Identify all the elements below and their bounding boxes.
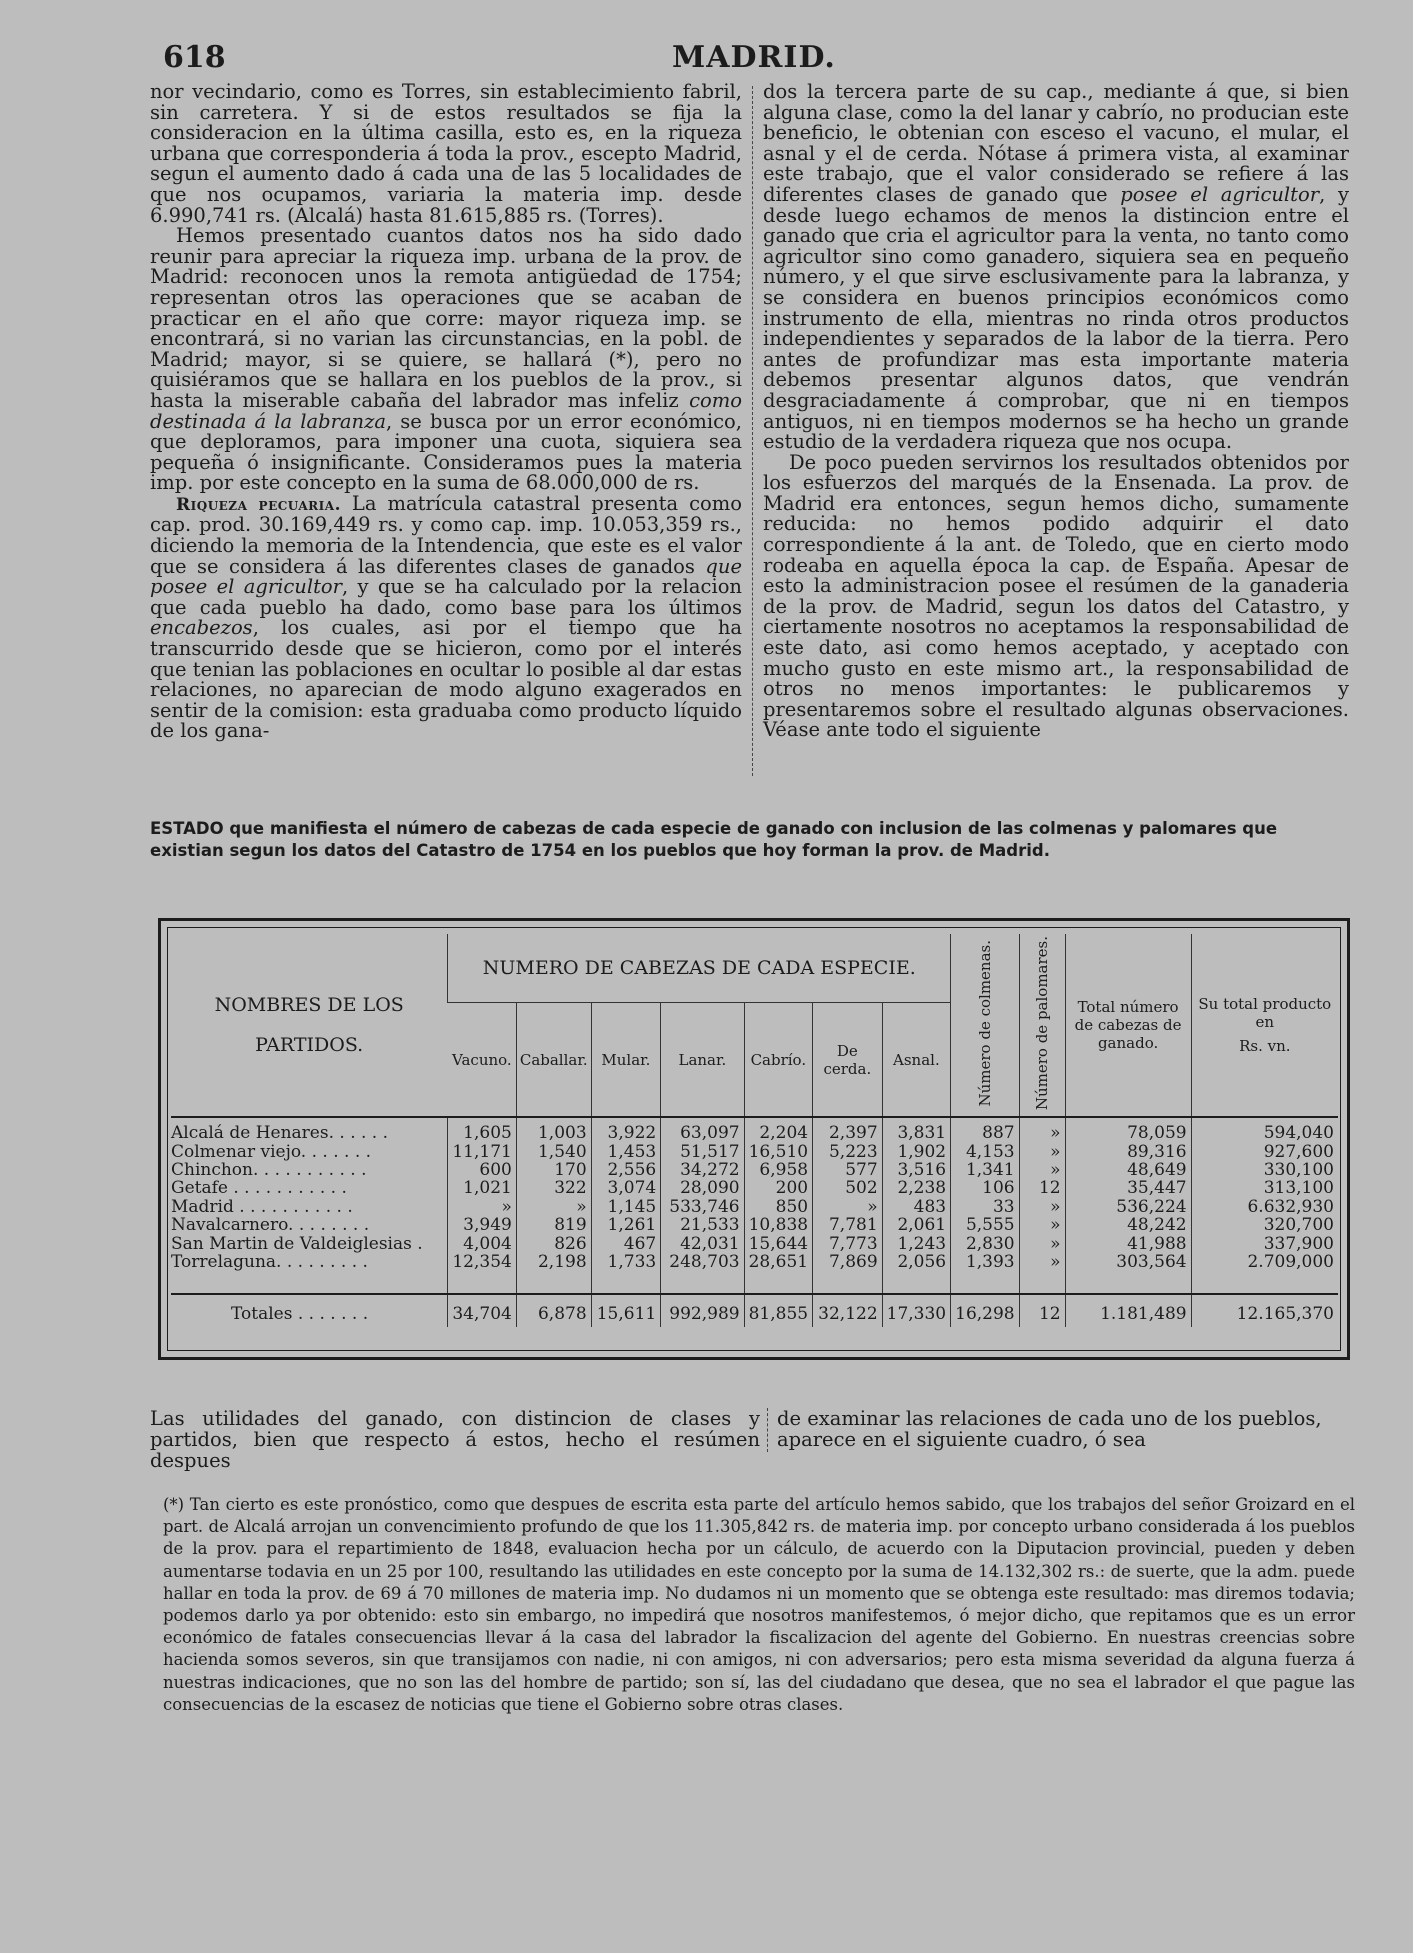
cell-name: Colmenar viejo. . . . . . . [171,1141,372,1162]
table-title: ESTADO que manifiesta el número de cabezas de cada especie de ganado con inclusion de las colmenas y palomares que existian segun los datos del Catastro de 1754 en los pueblos que hoy forman la prov. de Madrid. [150,819,1278,860]
cell-cabrio: 10,838 [744,1216,812,1234]
cell-producto: 927,600 [1191,1143,1338,1161]
cell-asnal: 2,056 [882,1253,950,1271]
cell-name: Navalcarnero. . . . . . . . [171,1215,370,1236]
header-numero-cabezas: NUMERO DE CABEZAS DE CADA ESPECIE. [448,934,951,1003]
footnote: (*) Tan cierto es este pronóstico, como que despues de escrita esta parte del artículo hemos sabido, que los trabajos del señor Groizard en el part. de Alcalá arrojan un convencimiento profundo de que los 11.305,842 rs. de materia imp. por concepto urbano considerada á los pueblos de la prov. para el repartimiento de 1848, evaluacion hecha por un cálculo, de acuerdo con la Diputacion provincial, pueden y deben aumentarse todavia en un 25 por 100, resultando las utilidades en este concepto por la suma de 14.132,302 rs.: de suerte, que la adm. puede hallar en toda la prov. de 69 á 70 millones de materia imp. No dudamos ni un momento que se obtenga este resultado: mas diremos todavia; podemos darlo ya por obtenido: esto sin embargo, no impedirá que nosotros manifestemos, ó mejor dicho, que repitamos que es un error económico de fatales consecuencias llevar á la casa del labrador la fiscalizacion del agente del Gobierno. En nuestras creencias sobre hacienda somos severos, sin que transijamos con nadie, ni con amigos, ni con adversarios; pero esta misma severidad da alguna fuerza á nuestras indicaciones, que no son las del hombre de partido; son sí, las del ciudadano que desea, que no sea el labrador el que pague las consecuencias de la escasez de noticias que tiene el Gobierno sobre otras clases. [163,1495,1355,1714]
cell-producto: 337,900 [1191,1235,1338,1253]
cell-total: 48,649 [1065,1161,1191,1179]
cell-colmenas: 2,830 [951,1235,1019,1253]
cell-palomares: » [1019,1235,1065,1253]
cell-name: Alcalá de Henares. . . . . . [171,1117,448,1142]
cell-cerda: 7,773 [813,1235,883,1253]
cell-lanar: 51,517 [661,1143,744,1161]
cell-colmenas: 5,555 [951,1216,1019,1234]
cell-caballar: 826 [516,1235,591,1253]
table-row [171,1161,1338,1179]
cell-palomares: » [1019,1161,1065,1179]
cell-caballar: 1,003 [516,1117,591,1142]
cell-asnal: 2,238 [882,1179,950,1197]
cell-cerda: 577 [813,1161,883,1179]
cell-producto: 313,100 [1191,1179,1338,1197]
cell-cerda: » [813,1198,883,1216]
cell-cabrio: 28,651 [744,1253,812,1271]
cell-colmenas: 1,341 [951,1161,1019,1179]
table-row [171,1117,1338,1142]
cell-cabrio: 200 [744,1179,812,1197]
table-row [171,1235,1338,1253]
left-paragraph-3: Riqueza pecuaria. La matrícula catastral presenta como cap. prod. 30.169,449 rs. y como cap. imp. 10.053,359 rs., diciendo la memoria de la Intendencia, que este es el valor que se considera á las diferentes clases de ganados que posee el agricultor, y que se ha calculado por la relacion que cada pueblo ha dado, como base para los últimos encabezos, los cuales, asi por el tiempo que ha transcurrido desde que se hicieron, como por el interés que tenian las poblaciones en ocultar lo posible al dar estas relaciones, no aparecian de modo alguno exagerados en sentir de la comision: esta graduaba como producto líquido de los gana- [150,491,742,743]
cell-asnal: 483 [882,1198,950,1216]
cell-name: Madrid . . . . . . . . . . . [171,1196,353,1217]
section-heading: Riqueza pecuaria. [176,494,341,515]
cell-cabrio: 6,958 [744,1161,812,1179]
cell-colmenas: 887 [951,1117,1019,1142]
cell-total: 536,224 [1065,1198,1191,1216]
cell-mular: 1,733 [591,1253,661,1271]
cell-asnal: 1,243 [882,1235,950,1253]
cell-total: 78,059 [1065,1117,1191,1142]
right-paragraph-1: dos la tercera parte de su cap., mediante á que, si bien alguna clase, como la del lanar y cabrío, no producian este beneficio, le obtenian con esceso el vacuno, el mular, el asnal y el de cerda. Nótase á primera vista, al examinar este trabajo, que el valor considerado se refiere á las diferentes clases de ganado que posee el agricultor, y desde luego echamos de menos la distincion entre el ganado que cria el agricultor para la venta, no tanto como agricultor sino como ganadero, siquiera sea en pequeño número, y el que sirve esclusivamente para la labranza, y se considera en buenos principios económicos como instrumento de ella, mientras no rinda otros productos independientes y separados de la labor de la tierra. Pero antes de profundizar mas esta importante materia debemos presentar algunos datos, que vendrán desgraciadamente á comprobar, que ni en tiempos antiguos, ni en tiempos modernos se ha hecho un grande estudio de la verdadera riqueza que nos ocupa. [763,80,1350,454]
table-row [171,1198,1338,1216]
header-producto: Su total producto en Rs. vn. [1191,934,1338,1117]
cell-total: 303,564 [1065,1253,1191,1271]
cell-lanar: 42,031 [661,1235,744,1253]
cell-cerda: 7,781 [813,1216,883,1234]
cell-vacuno: 1,605 [448,1117,516,1142]
bottom-right-text: de examinar las relaciones de cada uno de los pueblos, aparece en el siguiente cuadro, ó sea [777,1407,1322,1451]
total-asnal: 17,330 [882,1294,950,1327]
total-name: Totales . . . . . . . [171,1294,448,1327]
cell-asnal: 3,831 [882,1117,950,1142]
table-frame [158,918,1350,1360]
cell-caballar: » [516,1198,591,1216]
cell-producto: 320,700 [1191,1216,1338,1234]
left-paragraph-1: nor vecindario, como es Torres, sin establecimiento fabril, sin carretera. Y si de estos resultados se fija la consideracion en la última casilla, esto es, en la riqueza urbana que corresponderia á toda la prov., escepto Madrid, segun el aumento dado á cada una de las 5 localidades de que nos ocupamos, variaria la materia imp. desde 6.990,741 rs. (Alcalá) hasta 81.615,885 rs. (Torres). [150,80,742,227]
cell-cerda: 502 [813,1179,883,1197]
cell-producto: 6.632,930 [1191,1198,1338,1216]
cell-colmenas: 106 [951,1179,1019,1197]
cell-lanar: 533,746 [661,1198,744,1216]
total-palomares: 12 [1019,1294,1065,1327]
cell-producto: 330,100 [1191,1161,1338,1179]
cell-colmenas: 33 [951,1198,1019,1216]
cell-cabrio: 15,644 [744,1235,812,1253]
cell-cabrio: 2,204 [744,1117,812,1142]
total-cabrio: 81,855 [744,1294,812,1327]
header-caballar: Caballar. [516,1003,591,1117]
cell-producto: 2.709,000 [1191,1253,1338,1271]
header-cabrio: Cabrío. [744,1003,812,1117]
totals-row [171,1294,1338,1327]
cell-colmenas: 4,153 [951,1143,1019,1161]
cell-caballar: 2,198 [516,1253,591,1271]
cell-palomares: 12 [1019,1179,1065,1197]
cell-asnal: 3,516 [882,1161,950,1179]
cell-mular: 1,261 [591,1216,661,1234]
total-total: 1.181,489 [1065,1294,1191,1327]
cell-lanar: 34,272 [661,1161,744,1179]
cell-cerda: 5,223 [813,1143,883,1161]
cell-lanar: 21,533 [661,1216,744,1234]
cell-mular: 3,922 [591,1117,661,1142]
cell-total: 35,447 [1065,1179,1191,1197]
header-total: Total número de cabezas de ganado. [1065,934,1191,1117]
cell-total: 89,316 [1065,1143,1191,1161]
cell-caballar: 322 [516,1179,591,1197]
cell-vacuno: 600 [448,1161,516,1179]
cell-mular: 1,453 [591,1143,661,1161]
cell-vacuno: » [448,1198,516,1216]
running-head: MADRID. [672,40,836,75]
cell-cabrio: 16,510 [744,1143,812,1161]
bottom-left-text: Las utilidades del ganado, con distincion de clases y partidos, bien que respecto á estos, hecho el resúmen despues [150,1407,760,1472]
cell-asnal: 2,061 [882,1216,950,1234]
cell-mular: 1,145 [591,1198,661,1216]
cell-mular: 467 [591,1235,661,1253]
header-cerda: De cerda. [813,1003,883,1117]
right-column [763,82,1349,741]
cell-name: Chinchon. . . . . . . . . . . [171,1159,367,1180]
cell-vacuno: 1,021 [448,1179,516,1197]
cell-mular: 2,556 [591,1161,661,1179]
table-row [171,1179,1338,1197]
cell-palomares: » [1019,1198,1065,1216]
cell-cerda: 2,397 [813,1117,883,1142]
header-lanar: Lanar. [661,1003,744,1117]
cell-palomares: » [1019,1117,1065,1142]
cell-cabrio: 850 [744,1198,812,1216]
cell-asnal: 1,902 [882,1143,950,1161]
cell-lanar: 248,703 [661,1253,744,1271]
cell-name: Torrelaguna. . . . . . . . . [171,1252,368,1272]
cell-total: 48,242 [1065,1216,1191,1234]
cell-name: Getafe . . . . . . . . . . . [171,1178,347,1199]
header-asnal: Asnal. [882,1003,950,1117]
total-colmenas: 16,298 [951,1294,1019,1327]
total-cerda: 32,122 [813,1294,883,1327]
bottom-divider [767,1408,768,1452]
table-body [171,1117,1338,1327]
cell-cerda: 7,869 [813,1253,883,1271]
cell-vacuno: 12,354 [448,1253,516,1271]
cattle-table [171,934,1338,1327]
cell-colmenas: 1,393 [951,1253,1019,1271]
cell-mular: 3,074 [591,1179,661,1197]
table-row [171,1216,1338,1234]
total-mular: 15,611 [591,1294,661,1327]
column-divider [752,86,754,776]
total-caballar: 6,878 [516,1294,591,1327]
table-row [171,1143,1338,1161]
left-paragraph-2: Hemos presentado cuantos datos nos ha sido dado reunir para apreciar la riqueza imp. urbana de la prov. de Madrid: reconocen unos la remota antigüedad de 1754; representan otros las operaciones que se acaban de practicar en el año que corre: mayor riqueza imp. se encontrará, si no varian las circunstancias, en la pobl. de Madrid; mayor, si se quiere, se hallará (*), pero no quisiéramos que se hallara en los pueblos de la prov., si hasta la miserable cabaña del labrador mas infeliz como destinada á la labranza, se busca por un error económico, que deploramos, para imponer una cuota, siquiera sea pequeña ó insignificante. Consideramos pues la materia imp. por este concepto en la suma de 68.000,000 de rs. [150,224,742,495]
header-colmenas: Número de colmenas. [951,934,1019,1117]
header-partidos: NOMBRES DE LOS PARTIDOS. [214,994,404,1057]
header-palomares: Número de palomares. [1019,934,1065,1117]
cell-palomares: » [1019,1253,1065,1271]
cell-vacuno: 4,004 [448,1235,516,1253]
header-vacuno: Vacuno. [452,1050,512,1069]
page-number: 618 [163,40,226,75]
total-vacuno: 34,704 [448,1294,516,1327]
cell-palomares: » [1019,1143,1065,1161]
total-producto: 12.165,370 [1191,1294,1338,1327]
right-paragraph-2: De poco pueden servirnos los resultados obtenidos por los esfuerzos del marqués de la Ensenada. La prov. de Madrid era entonces, segun hemos dicho, sumamente reducida: no hemos podido adquirir el dato correspondiente á la ant. de Toledo, que en cierto modo rodeaba en aquella época la cap. de España. Apesar de esto la administracion posee el resúmen de la ganaderia de la prov. de Madrid, segun los datos del Catastro, y ciertamente nosotros no aceptamos la responsabilidad de este dato, asi como hemos aceptado, y aceptado con mucho gusto en este mismo art., la responsabilidad de otros no menos importantes: le publicaremos y presentaremos sobre el resultado algunas observaciones. Véase ante todo el siguiente [763,450,1349,742]
table-row [171,1253,1338,1271]
left-column [150,82,742,742]
cell-vacuno: 11,171 [448,1143,516,1161]
cell-lanar: 28,090 [661,1179,744,1197]
cell-producto: 594,040 [1191,1117,1338,1142]
total-lanar: 992,989 [661,1294,744,1327]
header-mular: Mular. [591,1003,661,1117]
cell-caballar: 170 [516,1161,591,1179]
cell-name: San Martin de Valdeiglesias . [171,1233,423,1254]
cell-caballar: 1,540 [516,1143,591,1161]
cell-palomares: » [1019,1216,1065,1234]
cell-lanar: 63,097 [661,1117,744,1142]
cell-caballar: 819 [516,1216,591,1234]
cell-vacuno: 3,949 [448,1216,516,1234]
cell-total: 41,988 [1065,1235,1191,1253]
